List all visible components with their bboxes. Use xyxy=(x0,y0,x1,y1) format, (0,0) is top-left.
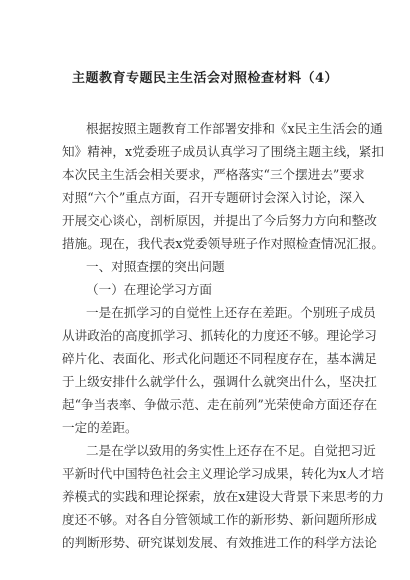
paragraph-line: 起“争当表率、争做示范、走在前列”光荣使命方面还存在 xyxy=(62,397,378,412)
paragraph-line: 措施。现在，我代表x党委领导班子作对照检查情况汇报。 xyxy=(62,236,384,251)
paragraph-line: 平新时代中国特色社会主义理论学习成果，转化为x人才培 xyxy=(62,466,384,481)
paragraph-line: 一是在抓学习的自觉性上还存在差距。个别班子成员 xyxy=(86,305,376,320)
paragraph-line: 根据按照主题教育工作部署安排和《x民主生活会的通 xyxy=(86,121,383,136)
paragraph-line: 知》精神，x党委班子成员认真学习了围绕主题主线，紧扣 xyxy=(62,144,384,159)
paragraph-line: 本次民主生活会相关要求，严格落实“三个摆进去”要求 xyxy=(62,167,365,182)
paragraph-line: 从讲政治的高度抓学习、抓转化的力度还不够。理论学习 xyxy=(62,328,377,343)
paragraph-line: 碎片化、表面化、形式化问题还不同程度存在，基本满足 xyxy=(62,351,377,366)
paragraph-line: 开展交心谈心，剖析原因，并提出了今后努力方向和整改 xyxy=(62,213,377,228)
paragraph-line: 的判断形势、研究谋划发展、有效推进工作的科学方法论 xyxy=(62,535,377,550)
subsection-heading: （一）在理论学习方面 xyxy=(86,282,212,297)
paragraph-line: 二是在学以致用的务实性上还存在不足。自觉把习近 xyxy=(86,443,376,458)
paragraph-line: 一定的差距。 xyxy=(62,420,138,435)
paragraph-line: 于上级安排什么就学什么，强调什么就突出什么，坚决扛 xyxy=(62,374,377,389)
paragraph-line: 对照“六个”重点方面，召开专题研讨会深入讨论，深入 xyxy=(62,190,365,205)
paragraph-line: 度还不够。对各自分管领域工作的新形势、新问题所形成 xyxy=(62,512,377,527)
paragraph-line: 养模式的实践和理论探索，放在x建设大背景下来思考的力 xyxy=(62,489,384,504)
document-title: 主题教育专题民主生活会对照检查材料（4） xyxy=(71,71,339,86)
section-heading: 一、对照查摆的突出问题 xyxy=(86,259,225,274)
